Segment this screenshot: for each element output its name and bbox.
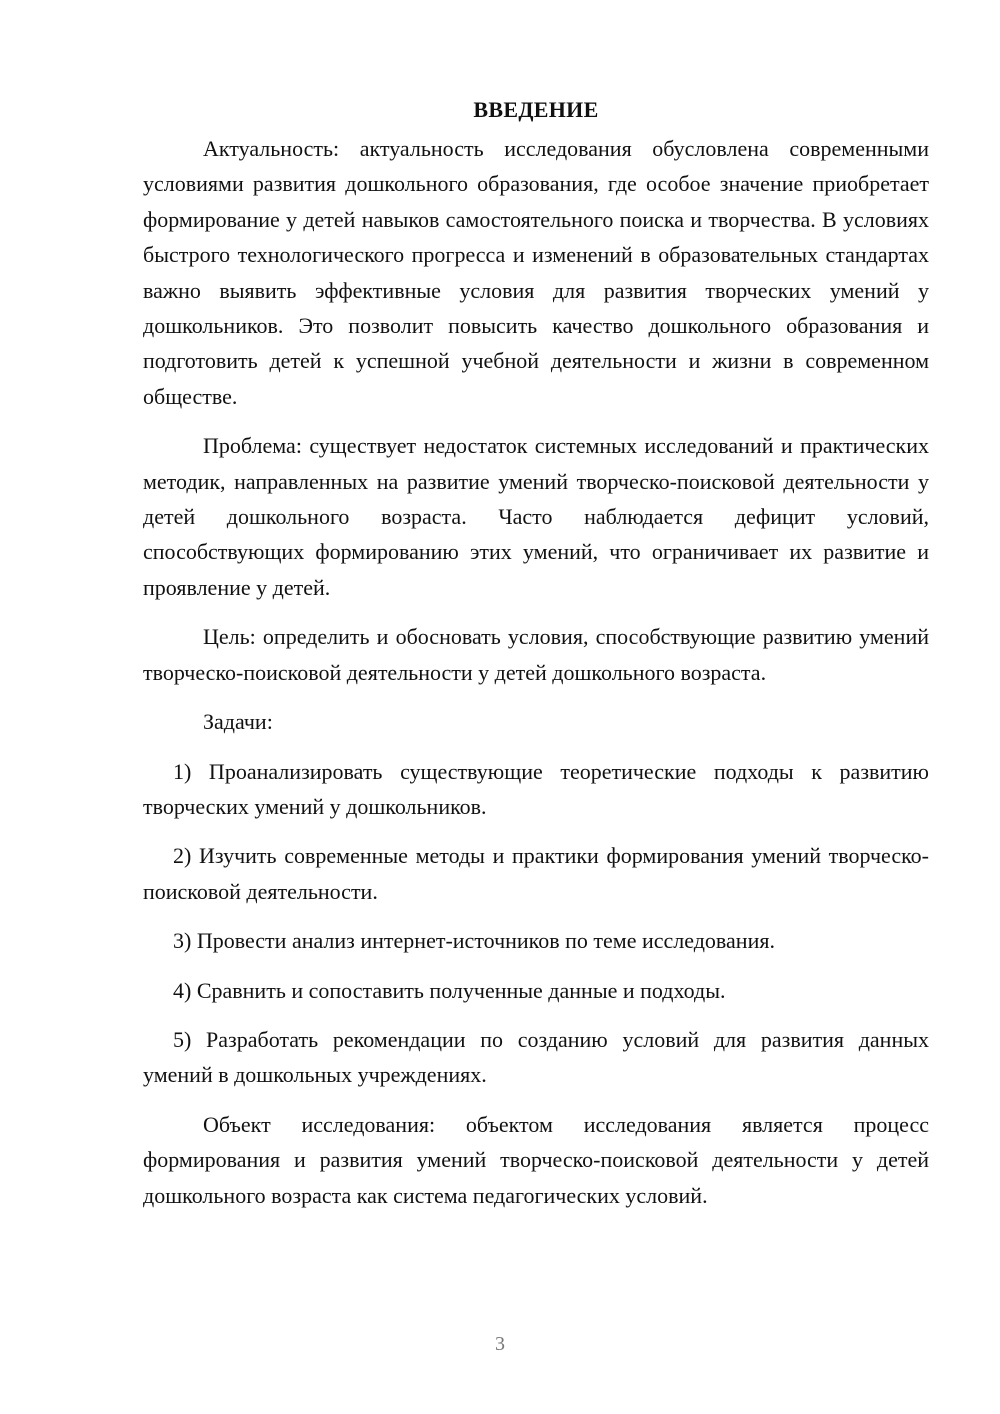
goal-paragraph: Цель: определить и обосновать условия, способствующие развитию умений творческо-поисковой деятельности у детей дошкольного возраста. [143,624,929,685]
relevance-paragraph: Актуальность: актуальность исследования обусловлена современными условиями развития дошкольного образования, где особое значение приобретает формирование у детей навыков самостоятельного поиска и творчества. В условиях быстрого технологического прогресса и изменений в образовательных стандартах важно выявить эффективные условия для развития творческих умений у дошкольников. Это позволит повысить качество дошкольного образования и подготовить детей к успешной учебной деятельности и жизни в современном обществе. [143,136,929,409]
problem-paragraph: Проблема: существует недостаток системных исследований и практических методик, направленных на развитие умений творческо-поисковой деятельности у детей дошкольного возраста. Часто наблюдается дефицит условий, способствующих формированию этих умений, что ограничивает их развитие и проявление у детей. [143,433,929,600]
task-item: 2) Изучить современные методы и практики формирования умений творческо-поисковой деятельности. [143,843,929,904]
task-item: 3) Провести анализ интернет-источников по теме исследования. [173,928,775,954]
task-item: 1) Проанализировать существующие теоретические подходы к развитию творческих умений у дошкольников. [143,758,929,819]
task-item: 4) Сравнить и сопоставить полученные данные и подходы. [173,977,726,1003]
page-number: 3 [495,1333,505,1355]
section-heading: ВВЕДЕНИЕ [473,97,599,122]
tasks-label: Задачи: [203,709,273,735]
document-page [143,92,929,1227]
task-item: 5) Разработать рекомендации по созданию условий для развития данных умений в дошкольных учреждениях. [143,1026,929,1088]
object-paragraph: Объект исследования: объектом исследования является процесс формирования и развития умений творческо-поисковой деятельности у детей дошкольного возраста как система педагогических условий. [143,1111,929,1208]
